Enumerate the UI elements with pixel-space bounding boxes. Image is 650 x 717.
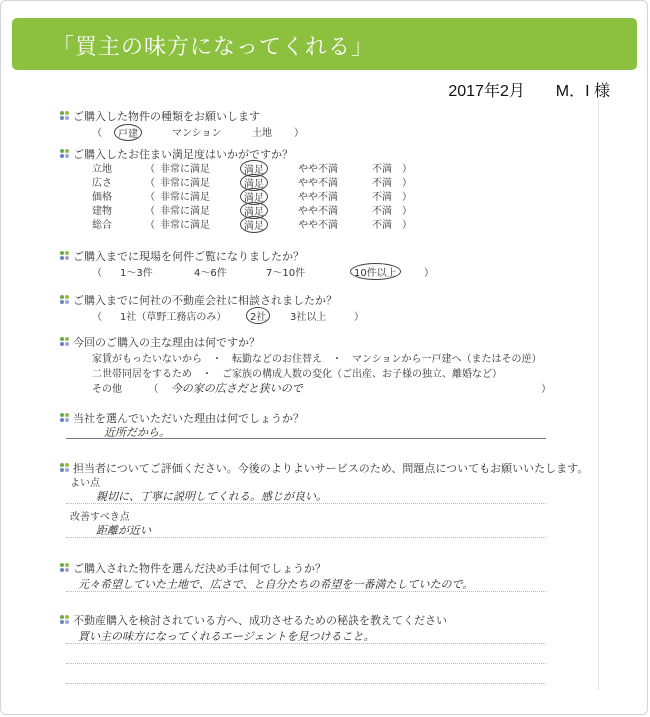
q7-improve-answer: 距離が近い <box>96 524 151 537</box>
date-customer-line <box>448 78 610 101</box>
q3-option-3: 7～10件 <box>266 268 306 279</box>
title-banner <box>12 18 637 70</box>
q5-line-1: 家賃がもったいないから ・ 転勤などのお住替え ・ マンションから一戸建へ（またはその逆） <box>92 354 542 365</box>
question-1 <box>60 108 260 124</box>
bullet-icon <box>60 149 70 159</box>
q9-answer-line-3 <box>66 683 546 684</box>
question-6 <box>60 410 304 426</box>
q3-option-2: 4～6件 <box>194 268 227 279</box>
question-9 <box>60 612 447 628</box>
q7-improve-line <box>66 537 546 538</box>
q3-option-1: 1～3件 <box>120 268 153 279</box>
banner-title: 「買主の味方になってくれる」 <box>52 35 375 60</box>
question-7 <box>60 460 588 476</box>
question-3-text: ご購入までに現場を何件ご覧になりましたか？ <box>73 250 304 263</box>
bullet-icon <box>60 251 70 261</box>
q8-answer-line-1 <box>66 591 546 592</box>
q1-close: ） <box>294 128 304 139</box>
q4-option-3: 3社以上 <box>290 312 327 323</box>
bullet-icon <box>60 111 70 121</box>
question-8-text: ご購入された物件を選んだ決め手は何でしょうか？ <box>73 562 326 575</box>
bullet-icon <box>60 337 70 347</box>
q3-open: （ <box>92 268 102 279</box>
q8-answer: 元々希望していた土地で、広さで、と自分たちの希望を一番満たしていたので。 <box>78 578 474 591</box>
q4-close: ） <box>354 312 364 323</box>
q5-line-2: 二世帯同居をするため ・ ご家族の構成人数の変化（ご出産、お子様の独立、離婚など） <box>92 369 502 380</box>
question-4-text: ご購入までに何社の不動産会社に相談されましたか？ <box>73 294 337 307</box>
question-6-text: 当社を選んでいただいた理由は何でしょうか？ <box>73 412 304 425</box>
q7-improve-label: 改善すべき点 <box>70 512 130 523</box>
question-7-text: 担当者についてご評価ください。今後のよりよいサービスのため、問題点についてもお願いいたします。 <box>73 462 589 475</box>
q5-other-answer: 今の家の広さだと狭いので <box>170 382 303 395</box>
question-9-text: 不動産購入を検討されている方へ、成功させるための秘訣を教えてください <box>73 614 447 627</box>
q1-option-land: 土地 <box>252 128 272 139</box>
customer-name: M．I 様 <box>555 83 610 100</box>
question-8 <box>60 560 326 576</box>
q1-option-house: 戸建 <box>114 124 142 141</box>
margin-rule <box>598 100 599 690</box>
question-1-text: ご購入した物件の種類をお願いします <box>73 110 260 123</box>
bullet-icon <box>60 295 70 305</box>
bullet-icon <box>60 413 70 423</box>
q7-good-line <box>66 503 546 504</box>
bullet-icon <box>60 563 70 573</box>
question-5 <box>60 334 260 350</box>
q1-open: （ <box>92 128 102 139</box>
q7-good-label: よい点 <box>70 478 100 489</box>
q9-answer-line-1 <box>66 643 546 644</box>
q3-close: ） <box>424 268 434 279</box>
q4-open: （ <box>92 312 102 323</box>
q4-option-1: 1社（草野工務店のみ） <box>120 312 227 323</box>
q5-other: その他 （ 今の家の広さだと狭いので ） <box>92 382 552 395</box>
survey-date: 2017年2月 <box>448 83 525 100</box>
bullet-icon <box>60 615 70 625</box>
question-2-text: ご購入したお住まい満足度はいかがですか？ <box>73 148 293 161</box>
bullet-icon <box>60 463 70 473</box>
question-5-text: 今回のご購入の主な理由は何ですか？ <box>73 336 260 349</box>
q6-answer-line <box>66 438 546 439</box>
q6-answer: 近所だから。 <box>104 426 170 439</box>
q9-answer: 買い主の味方になってくれるエージェントを見つけること。 <box>78 630 375 643</box>
question-3 <box>60 248 304 264</box>
q3-option-4: 10件以上 <box>350 263 401 280</box>
q1-option-mansion: マンション <box>172 128 222 139</box>
question-4 <box>60 292 337 308</box>
q7-good-answer: 親切に、丁寧に説明してくれる。感じが良い。 <box>96 490 327 503</box>
q4-option-2: 2社 <box>246 307 270 324</box>
q9-answer-line-2 <box>66 663 546 664</box>
